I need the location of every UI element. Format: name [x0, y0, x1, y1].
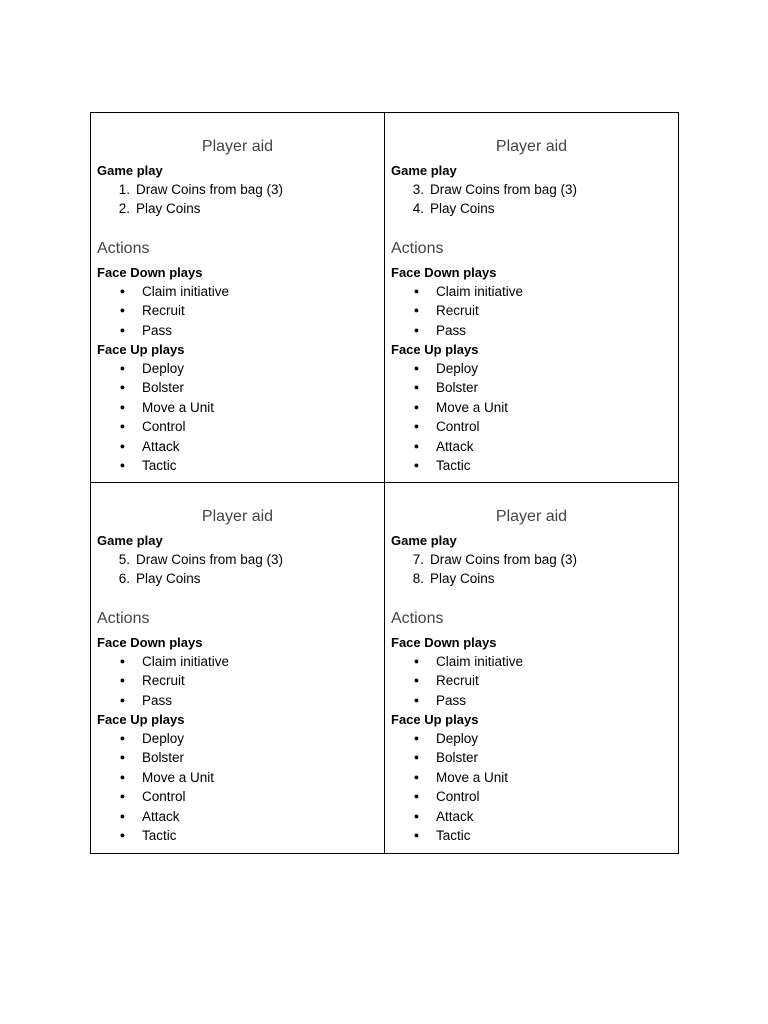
game-play-label: Game play — [391, 533, 457, 548]
item-label: Attack — [142, 438, 180, 454]
list-item — [391, 691, 672, 710]
face-down-list — [97, 652, 378, 710]
bullet-icon: ● — [119, 694, 126, 705]
item-label: Tactic — [436, 457, 471, 473]
game-play-label: Game play — [97, 533, 163, 548]
item-label: Bolster — [436, 750, 479, 766]
item-label: Pass — [436, 322, 467, 338]
face-up-label: Face Up plays — [97, 341, 185, 357]
item-number: 4. — [412, 201, 424, 217]
list-item — [97, 437, 378, 456]
list-item — [97, 691, 378, 710]
bullet-icon: ● — [413, 829, 420, 840]
list-item — [391, 826, 672, 845]
face-up-list — [391, 729, 672, 845]
item-label: Draw Coins from bag (3) — [430, 552, 578, 567]
list-item — [97, 282, 378, 301]
bullet-icon: ● — [413, 421, 420, 432]
card-title: Player aid — [201, 508, 274, 525]
list-item — [97, 787, 378, 806]
bullet-icon: ● — [413, 324, 420, 335]
list-item — [391, 729, 672, 748]
list-item — [97, 768, 378, 787]
list-item — [391, 301, 672, 320]
item-label: Tactic — [142, 457, 177, 473]
bullet-icon: ● — [119, 324, 126, 335]
face-down-list — [391, 652, 672, 710]
list-item — [97, 569, 378, 588]
item-label: Deploy — [436, 360, 479, 376]
bullet-icon: ● — [413, 752, 420, 763]
item-label: Claim initiative — [436, 283, 524, 299]
face-up-list — [97, 729, 378, 845]
bullet-icon: ● — [413, 732, 420, 743]
list-item — [97, 826, 378, 845]
card-title: Player aid — [495, 138, 568, 155]
item-number: 3. — [412, 182, 424, 197]
actions-heading: Actions — [97, 609, 150, 627]
list-item — [391, 768, 672, 787]
item-number: 7. — [412, 552, 424, 567]
list-item — [391, 807, 672, 826]
list-item — [391, 787, 672, 806]
player-aid-card-1 — [91, 113, 385, 483]
bullet-icon: ● — [119, 459, 126, 470]
list-item — [391, 398, 672, 417]
item-label: Draw Coins from bag (3) — [430, 182, 578, 197]
item-label: Pass — [142, 692, 173, 708]
game-play-list — [391, 180, 672, 219]
item-label: Attack — [436, 808, 474, 824]
item-label: Move a Unit — [142, 769, 215, 785]
item-number: 6. — [118, 571, 130, 587]
item-label: Draw Coins from bag (3) — [136, 182, 284, 197]
item-label: Tactic — [436, 827, 471, 843]
card-title: Player aid — [201, 138, 274, 155]
list-item — [391, 671, 672, 690]
item-label: Deploy — [142, 730, 185, 746]
item-label: Move a Unit — [436, 399, 509, 415]
list-item — [391, 180, 672, 199]
list-item — [97, 729, 378, 748]
bullet-icon: ● — [119, 305, 126, 316]
list-item — [391, 569, 672, 588]
list-item — [97, 199, 378, 218]
item-label: Recruit — [436, 303, 479, 319]
face-up-label: Face Up plays — [391, 711, 479, 727]
item-label: Claim initiative — [142, 653, 230, 669]
list-item — [97, 301, 378, 320]
item-label: Recruit — [142, 673, 185, 689]
face-up-label: Face Up plays — [97, 711, 185, 727]
bullet-icon: ● — [413, 771, 420, 782]
item-label: Move a Unit — [142, 399, 215, 415]
bullet-icon: ● — [119, 752, 126, 763]
bullet-icon: ● — [119, 362, 126, 373]
list-item — [391, 378, 672, 397]
card-title: Player aid — [495, 508, 568, 525]
actions-heading: Actions — [391, 609, 444, 627]
item-label: Deploy — [142, 360, 185, 376]
player-aid-card-2 — [385, 113, 678, 483]
item-label: Pass — [142, 322, 173, 338]
bullet-icon: ● — [413, 791, 420, 802]
item-label: Bolster — [142, 380, 185, 396]
bullet-icon: ● — [119, 401, 126, 412]
bullet-icon: ● — [119, 675, 126, 686]
item-label: Control — [142, 419, 186, 435]
bullet-icon: ● — [119, 285, 126, 296]
face-down-label: Face Down plays — [391, 634, 497, 650]
list-item — [97, 378, 378, 397]
face-down-label: Face Down plays — [97, 264, 203, 280]
list-item — [391, 748, 672, 767]
bullet-icon: ● — [119, 440, 126, 451]
face-down-list — [97, 282, 378, 340]
player-aid-card-4 — [385, 483, 678, 853]
list-item — [97, 180, 378, 199]
item-number: 8. — [412, 571, 424, 587]
item-label: Recruit — [436, 673, 479, 689]
item-number: 2. — [118, 201, 130, 217]
list-item — [97, 748, 378, 767]
bullet-icon: ● — [119, 732, 126, 743]
bullet-icon: ● — [119, 421, 126, 432]
list-item — [97, 417, 378, 436]
bullet-icon: ● — [413, 810, 420, 821]
item-label: Move a Unit — [436, 769, 509, 785]
list-item — [97, 807, 378, 826]
bullet-icon: ● — [413, 401, 420, 412]
bullet-icon: ● — [413, 675, 420, 686]
list-item — [391, 199, 672, 218]
item-label: Play Coins — [430, 201, 495, 217]
bullet-icon: ● — [413, 655, 420, 666]
list-item — [97, 456, 378, 475]
item-number: 1. — [118, 182, 130, 197]
face-up-list — [391, 359, 672, 475]
actions-heading: Actions — [97, 239, 150, 257]
bullet-icon: ● — [119, 655, 126, 666]
list-item — [391, 321, 672, 340]
face-down-label: Face Down plays — [391, 264, 497, 280]
list-item — [391, 437, 672, 456]
actions-heading: Actions — [391, 239, 444, 257]
face-down-list — [391, 282, 672, 340]
bullet-icon: ● — [119, 810, 126, 821]
item-label: Tactic — [142, 827, 177, 843]
list-item — [97, 398, 378, 417]
item-label: Control — [142, 789, 186, 805]
item-label: Claim initiative — [142, 283, 230, 299]
list-item — [391, 652, 672, 671]
item-label: Attack — [436, 438, 474, 454]
item-label: Attack — [142, 808, 180, 824]
player-aid-sheet — [90, 112, 679, 854]
item-label: Bolster — [436, 380, 479, 396]
bullet-icon: ● — [119, 382, 126, 393]
bullet-icon: ● — [119, 771, 126, 782]
game-play-list — [97, 180, 378, 219]
list-item — [97, 550, 378, 569]
item-label: Recruit — [142, 303, 185, 319]
bullet-icon: ● — [119, 791, 126, 802]
item-label: Control — [436, 789, 480, 805]
item-label: Draw Coins from bag (3) — [136, 552, 284, 567]
bullet-icon: ● — [413, 694, 420, 705]
face-down-label: Face Down plays — [97, 634, 203, 650]
list-item — [97, 321, 378, 340]
list-item — [391, 359, 672, 378]
game-play-label: Game play — [391, 163, 457, 178]
game-play-list — [391, 550, 672, 589]
list-item — [391, 417, 672, 436]
item-label: Deploy — [436, 730, 479, 746]
item-label: Control — [436, 419, 480, 435]
item-label: Play Coins — [430, 571, 495, 587]
face-up-list — [97, 359, 378, 475]
item-label: Bolster — [142, 750, 185, 766]
bullet-icon: ● — [413, 382, 420, 393]
list-item — [97, 359, 378, 378]
list-item — [97, 671, 378, 690]
list-item — [97, 652, 378, 671]
bullet-icon: ● — [413, 285, 420, 296]
item-label: Claim initiative — [436, 653, 524, 669]
item-label: Play Coins — [136, 571, 201, 587]
game-play-list — [97, 550, 378, 589]
bullet-icon: ● — [413, 305, 420, 316]
list-item — [391, 456, 672, 475]
player-aid-card-3 — [91, 483, 385, 853]
list-item — [391, 282, 672, 301]
bullet-icon: ● — [413, 362, 420, 373]
item-label: Play Coins — [136, 201, 201, 217]
item-label: Pass — [436, 692, 467, 708]
game-play-label: Game play — [97, 163, 163, 178]
bullet-icon: ● — [413, 440, 420, 451]
bullet-icon: ● — [119, 829, 126, 840]
list-item — [391, 550, 672, 569]
face-up-label: Face Up plays — [391, 341, 479, 357]
bullet-icon: ● — [413, 459, 420, 470]
item-number: 5. — [118, 552, 130, 567]
